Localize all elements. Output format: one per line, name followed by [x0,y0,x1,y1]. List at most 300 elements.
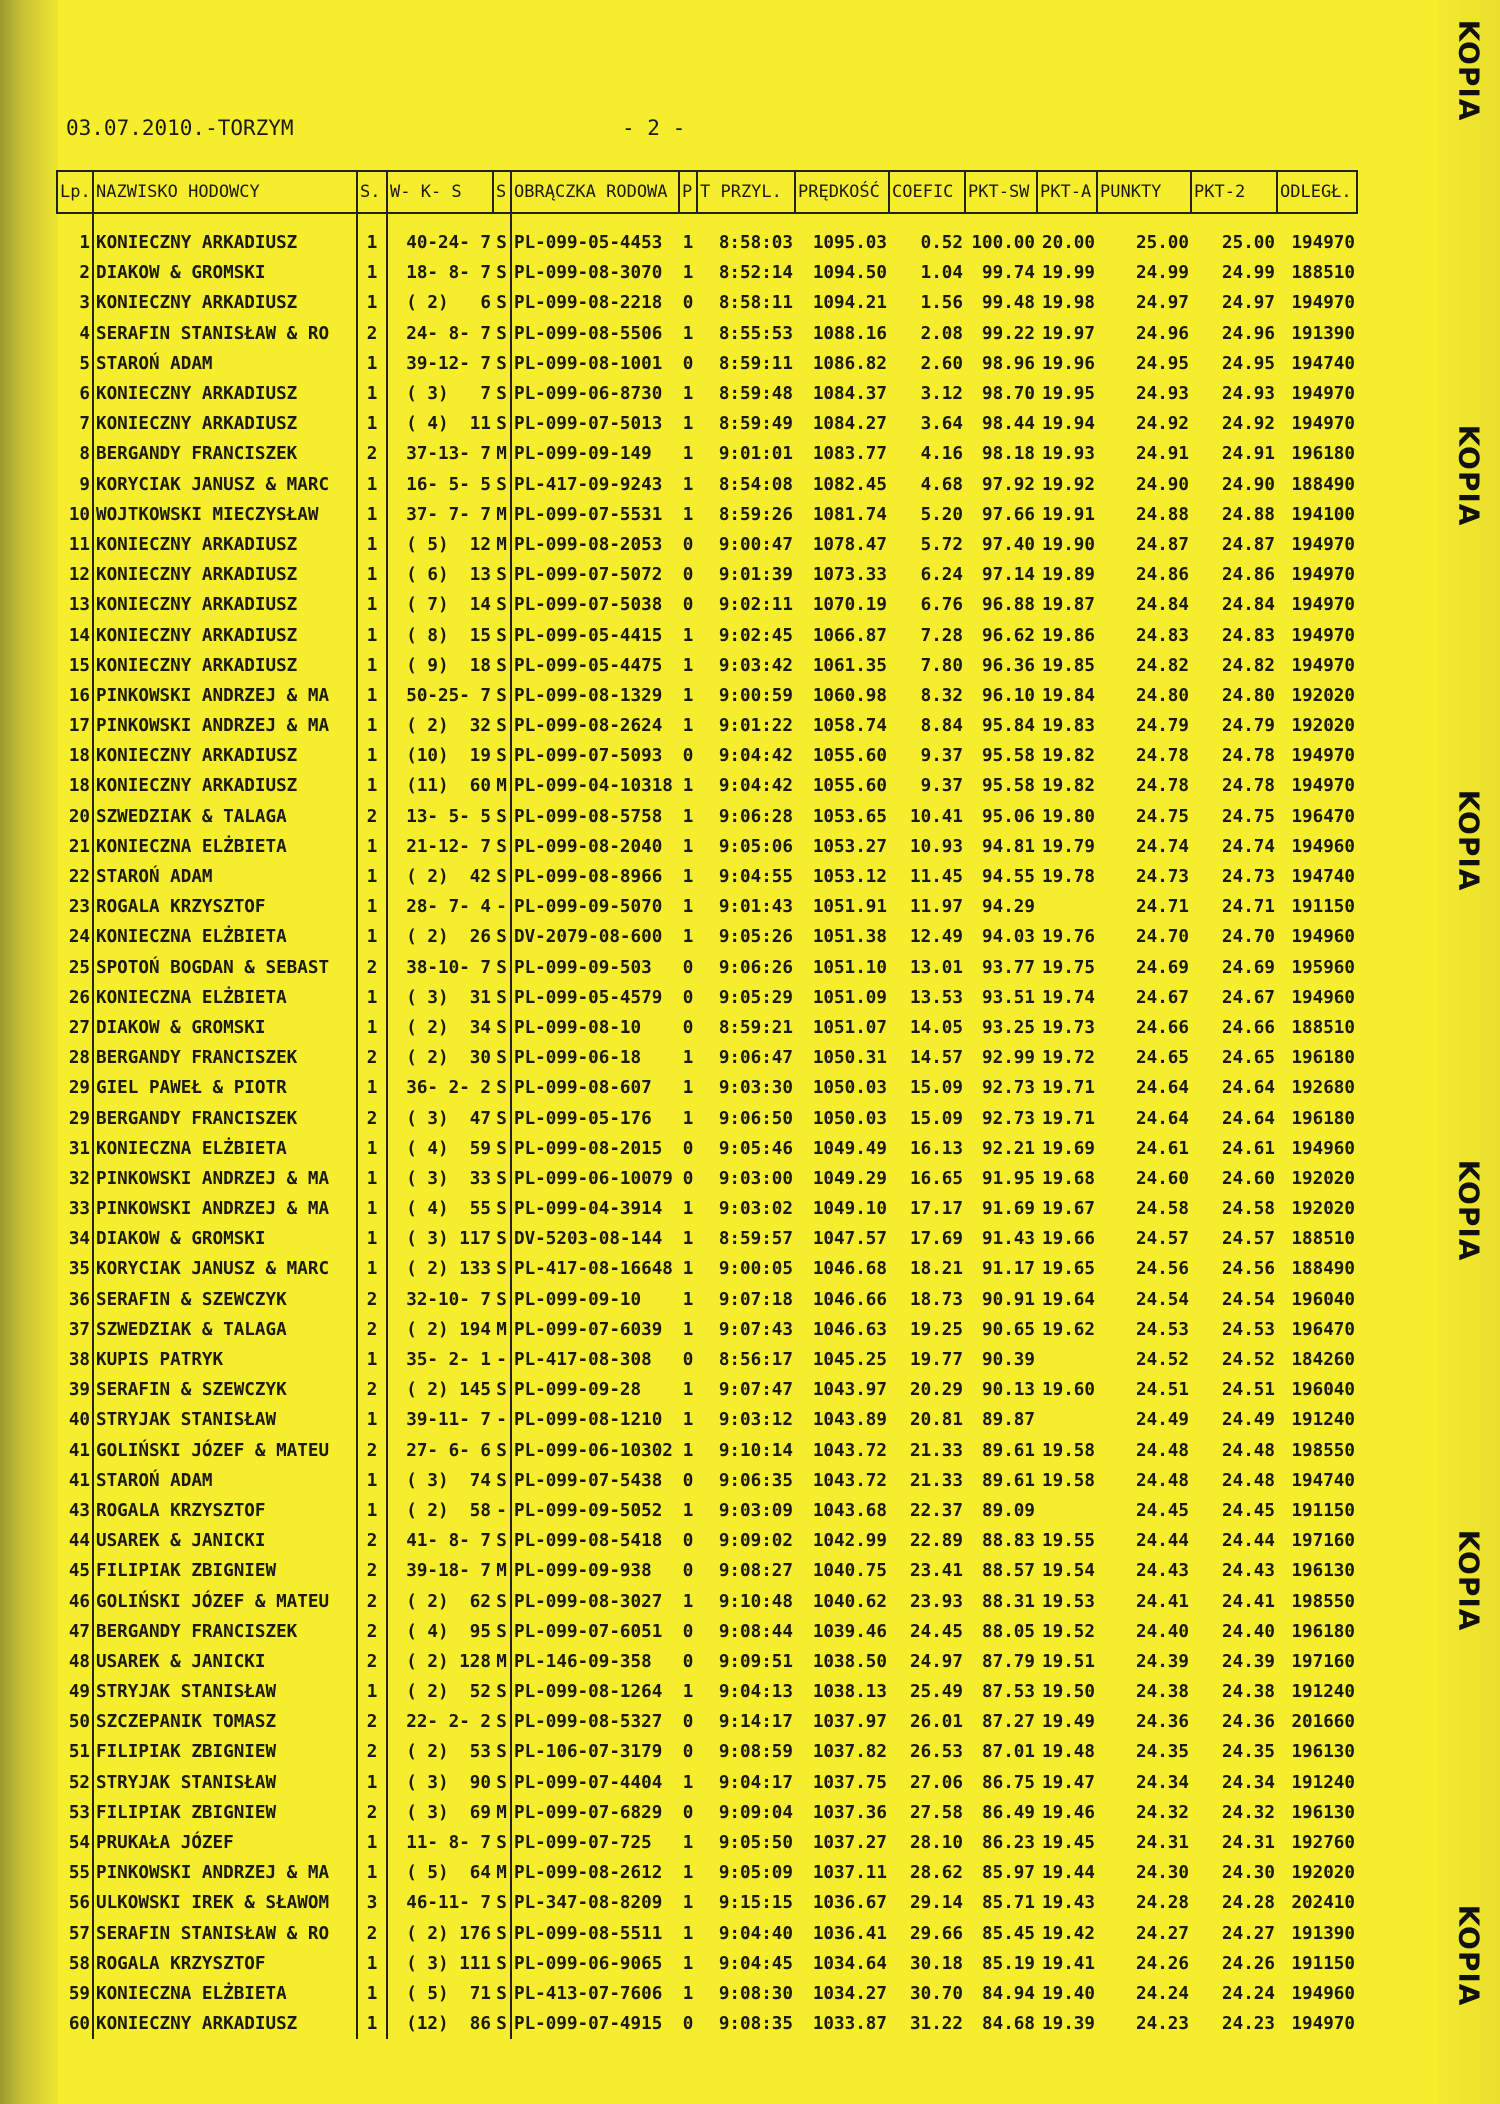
ring-number-cell: PL-099-08-1329 [511,681,679,711]
pkt-sw-cell: 84.94 [982,1983,1035,2004]
pkt-a-cell: 19.46 [1042,1802,1095,1823]
ring-number-cell: PL-099-08-2053 [511,530,679,560]
coefficient-cell: 30.70 [910,1983,963,2004]
ring-number-cell: PL-099-08-607 [511,1073,679,1103]
speed-cell: 1043.72 [812,1440,887,1461]
pkt2-cell: 24.73 [1222,867,1275,888]
pkt-sw-cell: 91.69 [982,1199,1035,1220]
p-cell: 1 [682,1199,694,1220]
col-header: S. [357,171,387,213]
speed-cell: 1049.10 [812,1199,887,1220]
pkt-sw-cell: 88.05 [982,1621,1035,1642]
speed-cell: 1043.97 [812,1380,887,1401]
table-row [57,1073,1357,1103]
section-cell: 2 [357,319,387,349]
wks-cell: ( 4) 11 [387,409,493,439]
wks-cell: 18- 8- 7 [387,258,493,288]
wks-cell: 36- 2- 2 [387,1073,493,1103]
pkt2-cell: 24.78 [1222,776,1275,797]
section-cell: 1 [357,1013,387,1043]
p-cell: 1 [682,444,694,465]
lp-cell: 37 [68,1319,90,1340]
arrival-time-cell: 9:05:50 [718,1833,793,1854]
lp-cell: 3 [79,293,90,314]
pkt-sw-cell: 99.22 [982,323,1035,344]
wks-cell: ( 3) 117 [387,1224,493,1254]
wks-cell: 37-13- 7 [387,439,493,469]
sex-cell: S [496,1591,507,1612]
pkt-sw-cell: 90.65 [982,1319,1035,1340]
sex-cell: S [496,1138,507,1159]
arrival-time-cell: 9:05:29 [718,987,793,1008]
wks-cell: ( 3) 7 [387,379,493,409]
arrival-time-cell: 9:06:47 [718,1048,793,1069]
wks-cell: 38-10- 7 [387,953,493,983]
speed-cell: 1060.98 [812,685,887,706]
fancier-name-cell: KONIECZNY ARKADIUSZ [93,530,357,560]
coefficient-cell: 22.37 [910,1500,963,1521]
sex-cell: M [496,1651,507,1672]
speed-cell: 1083.77 [812,444,887,465]
ring-number-cell: PL-099-05-4579 [511,983,679,1013]
pkt-sw-cell: 86.75 [982,1772,1035,1793]
pkt-sw-cell: 99.48 [982,293,1035,314]
wks-cell: ( 5) 64 [387,1858,493,1888]
arrival-time-cell: 9:01:43 [718,897,793,918]
wks-cell: (10) 19 [387,741,493,771]
table-row [57,1888,1357,1918]
pkt-sw-cell: 87.53 [982,1682,1035,1703]
ring-number-cell: PL-099-06-18 [511,1043,679,1073]
pkt2-cell: 24.92 [1222,414,1275,435]
coefficient-cell: 7.28 [920,625,963,646]
distance-cell: 192760 [1291,1833,1355,1854]
sex-cell: S [496,1772,507,1793]
pkt-sw-cell: 90.13 [982,1380,1035,1401]
pkt-a-cell: 19.72 [1042,1048,1095,1069]
ring-number-cell: PL-099-09-5052 [511,1496,679,1526]
pkt-sw-cell: 85.97 [982,1863,1035,1884]
pkt-a-cell: 19.60 [1042,1380,1095,1401]
arrival-time-cell: 8:58:03 [718,233,793,254]
distance-cell: 196130 [1291,1742,1355,1763]
wks-cell: 50-25- 7 [387,681,493,711]
ring-number-cell: PL-099-05-176 [511,1103,679,1133]
section-cell: 2 [357,1436,387,1466]
sex-cell: S [496,1983,507,2004]
lp-cell: 51 [68,1742,90,1763]
sex-cell: S [496,474,507,495]
distance-cell: 191240 [1291,1682,1355,1703]
p-cell: 1 [682,384,694,405]
distance-cell: 194740 [1291,353,1355,374]
section-cell: 1 [357,1164,387,1194]
arrival-time-cell: 9:09:04 [718,1802,793,1823]
ring-number-cell: DV-2079-08-600 [511,922,679,952]
sex-cell: - [496,1500,507,1521]
lp-cell: 57 [68,1923,90,1944]
coefficient-cell: 23.41 [910,1561,963,1582]
coefficient-cell: 27.58 [910,1802,963,1823]
ring-number-cell: PL-099-06-8730 [511,379,679,409]
coefficient-cell: 3.12 [920,384,963,405]
distance-cell: 191150 [1291,1953,1355,1974]
lp-cell: 45 [68,1561,90,1582]
table-row [57,1737,1357,1767]
results-table [56,170,1358,2039]
fancier-name-cell: STAROŃ ADAM [93,1466,357,1496]
table-row [57,2009,1357,2039]
speed-cell: 1088.16 [812,323,887,344]
arrival-time-cell: 9:03:00 [718,1168,793,1189]
pkt-a-cell: 19.75 [1042,957,1095,978]
sex-cell: S [496,746,507,767]
lp-cell: 36 [68,1289,90,1310]
points-cell: 24.80 [1136,685,1189,706]
section-cell: 3 [357,1888,387,1918]
table-row [57,1707,1357,1737]
ring-number-cell: PL-347-08-8209 [511,1888,679,1918]
lp-cell: 28 [68,1048,90,1069]
table-row [57,1828,1357,1858]
points-cell: 24.70 [1136,927,1189,948]
speed-cell: 1037.75 [812,1772,887,1793]
sex-cell: M [496,444,507,465]
pkt-sw-cell: 95.84 [982,716,1035,737]
speed-cell: 1039.46 [812,1621,887,1642]
p-cell: 1 [682,927,694,948]
arrival-time-cell: 9:04:42 [718,746,793,767]
arrival-time-cell: 9:06:35 [718,1470,793,1491]
wks-cell: 39-12- 7 [387,349,493,379]
arrival-time-cell: 9:04:13 [718,1682,793,1703]
pkt-a-cell: 19.58 [1042,1440,1095,1461]
fancier-name-cell: PRUKAŁA JÓZEF [93,1828,357,1858]
pkt-a-cell: 19.43 [1042,1893,1095,1914]
col-header: NAZWISKO HODOWCY [93,171,357,213]
points-cell: 24.51 [1136,1380,1189,1401]
p-cell: 0 [682,1531,694,1552]
ring-number-cell: PL-099-08-3070 [511,258,679,288]
speed-cell: 1037.82 [812,1742,887,1763]
table-row [57,1858,1357,1888]
pkt2-cell: 24.40 [1222,1621,1275,1642]
speed-cell: 1082.45 [812,474,887,495]
section-cell: 1 [357,590,387,620]
arrival-time-cell: 8:55:53 [718,323,793,344]
pkt-a-cell: 19.39 [1042,2014,1095,2035]
section-cell: 1 [357,1194,387,1224]
lp-cell: 8 [79,444,90,465]
arrival-time-cell: 8:59:26 [718,504,793,525]
lp-cell: 18 [68,746,90,767]
arrival-time-cell: 9:09:02 [718,1531,793,1552]
pkt2-cell: 24.79 [1222,716,1275,737]
coefficient-cell: 2.60 [920,353,963,374]
ring-number-cell: PL-099-08-8966 [511,862,679,892]
speed-cell: 1070.19 [812,595,887,616]
ring-number-cell: PL-099-09-28 [511,1375,679,1405]
lp-cell: 58 [68,1953,90,1974]
points-cell: 24.49 [1136,1410,1189,1431]
stamp-strip [1438,0,1500,2104]
pkt-a-cell: 19.96 [1042,353,1095,374]
wks-cell: ( 6) 13 [387,560,493,590]
coefficient-cell: 3.64 [920,414,963,435]
pkt-a-cell [1037,1345,1097,1375]
ring-number-cell: PL-099-08-1264 [511,1677,679,1707]
fancier-name-cell: DIAKOW & GROMSKI [93,258,357,288]
distance-cell: 194970 [1291,384,1355,405]
lp-cell: 2 [79,263,90,284]
p-cell: 1 [682,867,694,888]
pkt2-cell: 24.26 [1222,1953,1275,1974]
section-cell: 2 [357,439,387,469]
speed-cell: 1034.27 [812,1983,887,2004]
pkt-a-cell: 19.52 [1042,1621,1095,1642]
points-cell: 24.26 [1136,1953,1189,1974]
arrival-time-cell: 9:15:15 [718,1893,793,1914]
sex-cell: S [496,836,507,857]
sex-cell: S [496,1048,507,1069]
ring-number-cell: PL-099-07-5438 [511,1466,679,1496]
pkt2-cell: 24.41 [1222,1591,1275,1612]
arrival-time-cell: 9:01:22 [718,716,793,737]
fancier-name-cell: BERGANDY FRANCISZEK [93,1617,357,1647]
speed-cell: 1042.99 [812,1531,887,1552]
fancier-name-cell: SPOTOŃ BOGDAN & SEBAST [93,953,357,983]
distance-cell: 188510 [1291,1017,1355,1038]
pkt2-cell: 24.71 [1222,897,1275,918]
fancier-name-cell: GOLIŃSKI JÓZEF & MATEU [93,1436,357,1466]
fancier-name-cell: SERAFIN STANISŁAW & RO [93,1919,357,1949]
fancier-name-cell: GIEL PAWEŁ & PIOTR [93,1073,357,1103]
ring-number-cell: PL-099-08-5327 [511,1707,679,1737]
points-cell: 24.54 [1136,1289,1189,1310]
section-cell: 1 [357,409,387,439]
section-cell: 1 [357,1224,387,1254]
pkt-a-cell: 19.69 [1042,1138,1095,1159]
ring-number-cell: PL-099-08-5418 [511,1526,679,1556]
arrival-time-cell: 9:08:35 [718,2014,793,2035]
arrival-time-cell: 9:10:48 [718,1591,793,1612]
coefficient-cell: 28.10 [910,1833,963,1854]
fancier-name-cell: DIAKOW & GROMSKI [93,1013,357,1043]
arrival-time-cell: 8:56:17 [718,1350,793,1371]
p-cell: 1 [682,716,694,737]
pkt-a-cell: 19.42 [1042,1923,1095,1944]
ring-number-cell: PL-099-04-3914 [511,1194,679,1224]
p-cell: 1 [682,1591,694,1612]
section-cell: 2 [357,953,387,983]
lp-cell: 39 [68,1380,90,1401]
pkt-sw-cell: 87.79 [982,1651,1035,1672]
distance-cell: 191390 [1291,1923,1355,1944]
points-cell: 24.39 [1136,1651,1189,1672]
wks-cell: ( 3) 90 [387,1768,493,1798]
pkt-a-cell: 19.67 [1042,1199,1095,1220]
sex-cell: S [496,1833,507,1854]
speed-cell: 1086.82 [812,353,887,374]
ring-number-cell: PL-099-08-5511 [511,1919,679,1949]
pkt-sw-cell: 85.71 [982,1893,1035,1914]
fancier-name-cell: FILIPIAK ZBIGNIEW [93,1798,357,1828]
speed-cell: 1053.12 [812,867,887,888]
fancier-name-cell: SZWEDZIAK & TALAGA [93,802,357,832]
p-cell: 0 [682,1138,694,1159]
arrival-time-cell: 9:00:05 [718,1259,793,1280]
distance-cell: 196470 [1291,806,1355,827]
fancier-name-cell: BERGANDY FRANCISZEK [93,1043,357,1073]
pkt-a-cell: 19.71 [1042,1108,1095,1129]
section-cell: 1 [357,832,387,862]
pkt2-cell: 24.97 [1222,293,1275,314]
distance-cell: 196040 [1291,1380,1355,1401]
sex-cell: M [496,1561,507,1582]
ring-number-cell: PL-099-06-10079 [511,1164,679,1194]
pkt-sw-cell: 98.44 [982,414,1035,435]
pkt-a-cell: 19.62 [1042,1319,1095,1340]
wks-cell: 22- 2- 2 [387,1707,493,1737]
pkt-sw-cell: 89.61 [982,1440,1035,1461]
ring-number-cell: PL-099-07-4915 [511,2009,679,2039]
sex-cell: S [496,414,507,435]
points-cell: 24.92 [1136,414,1189,435]
p-cell: 0 [682,293,694,314]
sex-cell: S [496,1259,507,1280]
speed-cell: 1073.33 [812,565,887,586]
sex-cell: M [496,504,507,525]
section-cell: 2 [357,1586,387,1616]
ring-number-cell: PL-099-09-10 [511,1285,679,1315]
points-cell: 24.66 [1136,1017,1189,1038]
wks-cell: 41- 8- 7 [387,1526,493,1556]
section-cell: 1 [357,500,387,530]
wks-cell: 27- 6- 6 [387,1436,493,1466]
speed-cell: 1043.68 [812,1500,887,1521]
p-cell: 0 [682,565,694,586]
kopia-stamp: KOPIA [1452,1159,1486,1261]
section-cell: 1 [357,560,387,590]
speed-cell: 1038.13 [812,1682,887,1703]
col-header: PKT-SW [965,171,1037,213]
lp-cell: 15 [68,655,90,676]
arrival-time-cell: 9:01:39 [718,565,793,586]
p-cell: 1 [682,474,694,495]
sex-cell: M [496,776,507,797]
points-cell: 24.28 [1136,1893,1189,1914]
ring-number-cell: PL-099-08-5758 [511,802,679,832]
p-cell: 0 [682,1470,694,1491]
points-cell: 24.79 [1136,716,1189,737]
speed-cell: 1049.29 [812,1168,887,1189]
speed-cell: 1051.10 [812,957,887,978]
pkt-sw-cell: 94.29 [982,897,1035,918]
points-cell: 24.56 [1136,1259,1189,1280]
wks-cell: ( 2) 42 [387,862,493,892]
pkt-sw-cell: 98.96 [982,353,1035,374]
distance-cell: 194970 [1291,776,1355,797]
pkt-sw-cell: 94.55 [982,867,1035,888]
ring-number-cell: PL-099-07-5072 [511,560,679,590]
section-cell: 2 [357,1375,387,1405]
pkt2-cell: 24.66 [1222,1017,1275,1038]
pkt-a-cell: 19.51 [1042,1651,1095,1672]
p-cell: 1 [682,685,694,706]
pkt-a-cell: 19.92 [1042,474,1095,495]
kopia-stamp: KOPIA [1452,1529,1486,1631]
pkt2-cell: 24.90 [1222,474,1275,495]
coefficient-cell: 4.16 [920,444,963,465]
speed-cell: 1045.25 [812,1350,887,1371]
arrival-time-cell: 8:58:11 [718,293,793,314]
lp-cell: 18 [68,776,90,797]
arrival-time-cell: 9:05:46 [718,1138,793,1159]
distance-cell: 184260 [1291,1350,1355,1371]
arrival-time-cell: 9:07:43 [718,1319,793,1340]
lp-cell: 56 [68,1893,90,1914]
ring-number-cell: DV-5203-08-144 [511,1224,679,1254]
coefficient-cell: 17.17 [910,1199,963,1220]
wks-cell: ( 2) 53 [387,1737,493,1767]
lp-cell: 1 [79,233,90,254]
pkt-sw-cell: 95.58 [982,746,1035,767]
speed-cell: 1037.27 [812,1833,887,1854]
points-cell: 24.38 [1136,1682,1189,1703]
ring-number-cell: PL-099-08-1210 [511,1405,679,1435]
ring-number-cell: PL-417-08-308 [511,1345,679,1375]
table-row [57,1556,1357,1586]
section-cell: 1 [357,681,387,711]
arrival-time-cell: 9:07:47 [718,1380,793,1401]
pkt-sw-cell: 93.25 [982,1017,1035,1038]
p-cell: 0 [682,1742,694,1763]
speed-cell: 1081.74 [812,504,887,525]
sex-cell: S [496,685,507,706]
distance-cell: 194740 [1291,1470,1355,1491]
coefficient-cell: 0.52 [920,233,963,254]
pkt-a-cell: 19.58 [1042,1470,1095,1491]
speed-cell: 1061.35 [812,655,887,676]
distance-cell: 188510 [1291,263,1355,284]
section-cell: 2 [357,1617,387,1647]
distance-cell: 197160 [1291,1531,1355,1552]
race-date-place: 03.07.2010.-TORZYM [66,116,294,140]
sex-cell: S [496,293,507,314]
wks-cell: 40-24- 7 [387,213,493,258]
speed-cell: 1046.66 [812,1289,887,1310]
distance-cell: 198550 [1291,1440,1355,1461]
section-cell: 2 [357,1919,387,1949]
table-row [57,1677,1357,1707]
lp-cell: 32 [68,1168,90,1189]
coefficient-cell: 31.22 [910,2014,963,2035]
lp-cell: 14 [68,625,90,646]
arrival-time-cell: 9:02:11 [718,595,793,616]
lp-cell: 33 [68,1199,90,1220]
wks-cell: ( 3) 74 [387,1466,493,1496]
points-cell: 24.96 [1136,323,1189,344]
p-cell: 1 [682,263,694,284]
pkt2-cell: 24.80 [1222,685,1275,706]
pkt2-cell: 24.61 [1222,1138,1275,1159]
points-cell: 24.74 [1136,836,1189,857]
wks-cell: 16- 5- 5 [387,470,493,500]
pkt2-cell: 24.60 [1222,1168,1275,1189]
sex-cell: S [496,806,507,827]
p-cell: 0 [682,1017,694,1038]
p-cell: 1 [682,655,694,676]
